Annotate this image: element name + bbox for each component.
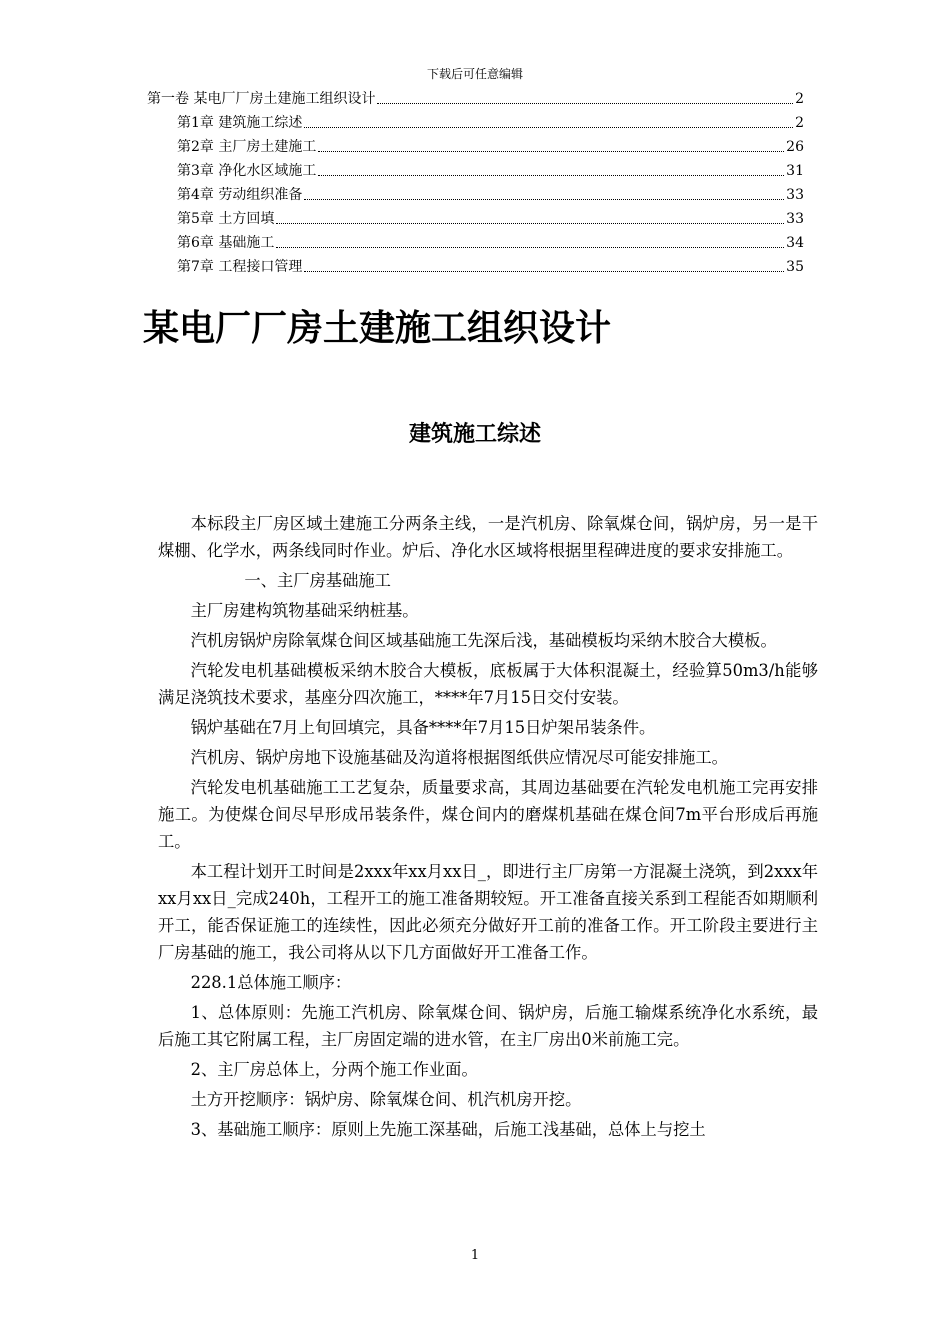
toc-leader-dots <box>377 102 793 104</box>
toc-entry-chapter-5[interactable] <box>177 208 804 228</box>
toc-leader-dots <box>304 126 793 128</box>
toc-entry-page: 2 <box>795 115 804 131</box>
toc-entry-page: 26 <box>786 139 804 155</box>
body-paragraph: 2、主厂房总体上，分两个施工作业面。 <box>190 1060 478 1079</box>
toc-leader-dots <box>318 174 784 176</box>
toc-entry-title: 第7章 工程接口管理 <box>177 259 303 275</box>
toc-entry-page: 34 <box>786 235 804 251</box>
page-number: 1 <box>470 1248 480 1263</box>
toc-entry-title: 第1章 建筑施工综述 <box>177 115 303 131</box>
toc-leader-dots <box>304 270 784 272</box>
document-title: 某电厂厂房土建施工组织设计 <box>143 308 612 349</box>
toc-entry-page: 2 <box>795 91 804 107</box>
toc-entry-chapter-7[interactable] <box>177 256 804 276</box>
body-paragraph: 本工程计划开工时间是2xxx年xx月xx日_，即进行主厂房第一方混凝土浇筑，到2xxx年xx月xx日_完成240h，工程开工的施工准备期较短。开工准备直接关系到工程能否如期顺利开工，能否保证施工的连续性，因此必须充分做好开工前的准备工作。开工阶段主要进行主厂房基础的施工，我公司将从以下几方面做好开工准备工作。 <box>158 862 818 962</box>
body-paragraph: 汽轮发电机基础施工工艺复杂，质量要求高，其周边基础要在汽轮发电机施工完再安排施工。为使煤仓间尽早形成吊装条件，煤仓间内的磨煤机基础在煤仓间7m平台形成后再施工。 <box>158 778 818 851</box>
toc-entry-chapter-3[interactable] <box>177 160 804 180</box>
toc-leader-dots <box>276 246 784 248</box>
body-paragraph: 锅炉基础在7月上旬回填完，具备****年7月15日炉架吊装条件。 <box>190 718 656 737</box>
section-title: 建筑施工综述 <box>408 422 541 447</box>
toc-entry-chapter-6[interactable] <box>177 232 804 252</box>
body-paragraph: 汽机房锅炉房除氧煤仓间区域基础施工先深后浅，基础模板均采纳木胶合大模板。 <box>190 631 777 650</box>
body-paragraph: 1、总体原则：先施工汽机房、除氧煤仓间、锅炉房，后施工输煤系统净化水系统，最后施工其它附属工程，主厂房固定端的进水管，在主厂房出0米前施工完。 <box>158 1003 818 1049</box>
toc-entry-page: 35 <box>786 259 804 275</box>
toc-entry-title: 第6章 基础施工 <box>177 235 275 251</box>
toc-entry-chapter-1[interactable] <box>177 112 804 132</box>
toc-entry-title: 第一卷 某电厂厂房土建施工组织设计 <box>147 91 376 107</box>
toc-entry-chapter-2[interactable] <box>177 136 804 156</box>
body-paragraph: 本标段主厂房区域土建施工分两条主线，一是汽机房、除氧煤仓间，锅炉房，另一是干煤棚、化学水，两条线同时作业。炉后、净化水区域将根据里程碑进度的要求安排施工。 <box>158 514 818 560</box>
toc-entry-title: 第2章 主厂房土建施工 <box>177 139 317 155</box>
toc-entry-volume-1[interactable] <box>147 88 804 108</box>
body-paragraph: 主厂房建构筑物基础采纳桩基。 <box>190 601 419 620</box>
toc-entry-page: 33 <box>786 187 804 203</box>
page-header: 下载后可任意编辑 <box>426 67 523 81</box>
toc-entry-title: 第5章 土方回填 <box>177 211 275 227</box>
body-paragraph: 土方开挖顺序：锅炉房、除氧煤仓间、机汽机房开挖。 <box>190 1090 582 1109</box>
body-paragraph: 228.1总体施工顺序： <box>190 973 352 992</box>
body-paragraph: 3、基础施工顺序：原则上先施工深基础，后施工浅基础，总体上与挖土 <box>190 1120 706 1139</box>
body-paragraph: 汽机房、锅炉房地下设施基础及沟道将根据图纸供应情况尽可能安排施工。 <box>190 748 728 767</box>
toc-entry-page: 33 <box>786 211 804 227</box>
toc-entry-page: 31 <box>786 163 804 179</box>
toc-entry-chapter-4[interactable] <box>177 184 804 204</box>
document-body <box>158 510 818 1146</box>
body-paragraph: 汽轮发电机基础模板采纳木胶合大模板，底板属于大体积混凝土，经验算50m3/h能够满足浇筑技术要求，基座分四次施工，****年7月15日交付安装。 <box>158 661 818 707</box>
toc-entry-title: 第3章 净化水区域施工 <box>177 163 317 179</box>
toc-leader-dots <box>318 150 784 152</box>
toc-leader-dots <box>276 222 784 224</box>
toc-entry-title: 第4章 劳动组织准备 <box>177 187 303 203</box>
toc-leader-dots <box>304 198 784 200</box>
subsection-heading: 一、主厂房基础施工 <box>244 571 391 590</box>
